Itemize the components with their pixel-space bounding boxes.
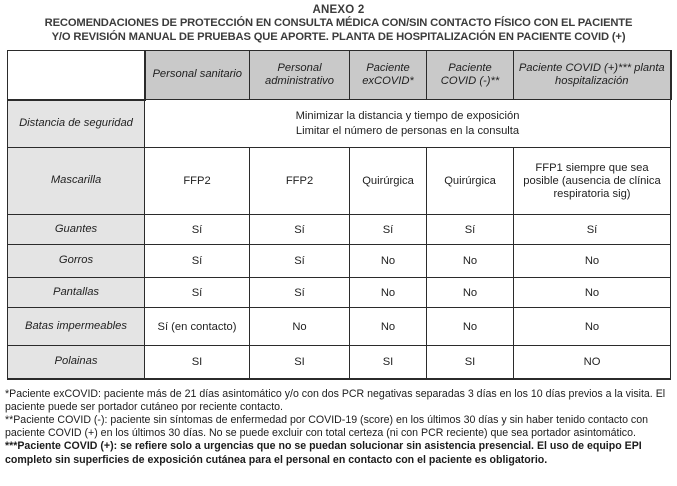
row-label-gorros: Gorros [8,245,145,278]
cell-gorros-personal-sanitario: Sí [145,245,250,278]
table-row-polainas [8,346,671,379]
cell-mascarilla-personal-administrativo: FFP2 [250,148,350,215]
cell-gorros-paciente-covid-negativo: No [427,245,514,278]
cell-mascarilla-paciente-covid-negativo: Quirúrgica [427,148,514,215]
cell-batas-paciente-excovid: No [350,308,427,346]
cell-batas-personal-administrativo: No [250,308,350,346]
row-label-batas-impermeables: Batas impermeables [8,308,145,346]
title-line-2: Y/O REVISIÓN MANUAL DE PRUEBAS QUE APORTE. PLANTA DE HOSPITALIZACIÓN EN PACIENTE COVID (+) [51,31,626,43]
distancia-merged-cell [145,100,671,148]
cell-batas-personal-sanitario: Sí (en contacto) [145,308,250,346]
column-header-personal-sanitario: Personal sanitario [145,51,250,100]
cell-batas-paciente-covid-negativo: No [427,308,514,346]
table-row-mascarilla [8,148,671,215]
table-row-guantes [8,215,671,245]
footnote-excovid: *Paciente exCOVID: paciente más de 21 días asintomático y/o con dos PCR negativas separadas 3 días en los 10 días previos a la visita. El paciente puede ser portador cutáneo por reciente contacto. [5,387,666,413]
cell-pantallas-paciente-covid-negativo: No [427,278,514,308]
column-header-personal-administrativo: Personal administrativo [250,51,350,100]
cell-mascarilla-personal-sanitario: FFP2 [145,148,250,215]
row-label-guantes: Guantes [8,215,145,245]
table-row-batas [8,308,671,346]
cell-polainas-paciente-covid-negativo: SI [427,346,514,379]
cell-guantes-paciente-covid-negativo: Sí [427,215,514,245]
cell-guantes-personal-administrativo: Sí [250,215,350,245]
cell-mascarilla-paciente-covid-positivo: FFP1 siempre que sea posible (ausencia de clínica respiratoria sig) [514,148,671,215]
cell-mascarilla-paciente-excovid: Quirúrgica [350,148,427,215]
annex-heading: ANEXO 2 [312,4,365,16]
cell-polainas-personal-administrativo: SI [250,346,350,379]
cell-polainas-personal-sanitario: SI [145,346,250,379]
row-label-polainas: Polainas [8,346,145,379]
cell-pantallas-personal-sanitario: Sí [145,278,250,308]
footnote-covid-negativo: **Paciente COVID (-): paciente sin síntomas de enfermedad por COVID-19 (score) en los últimos 30 días y sin haber tenido contacto con paciente COVID (+) en los últimos 30 días. No se puede excluir con total certeza (ni con PCR reciente) que sea portador asintomático. [5,413,649,440]
cell-guantes-personal-sanitario: Sí [145,215,250,245]
row-label-distancia-seguridad: Distancia de seguridad [8,100,145,148]
cell-pantallas-paciente-covid-positivo: No [514,278,671,308]
row-label-mascarilla: Mascarilla [8,148,145,215]
table-row-distancia [8,100,671,148]
cell-gorros-paciente-covid-positivo: No [514,245,671,278]
cell-pantallas-personal-administrativo: Sí [250,278,350,308]
title-line-1: RECOMENDACIONES DE PROTECCIÓN EN CONSULTA MÉDICA CON/SIN CONTACTO FÍSICO CON EL PACIENTE [44,17,633,29]
cell-pantallas-paciente-excovid: No [350,278,427,308]
cell-polainas-paciente-covid-positivo: NO [514,346,671,379]
footnotes-section [5,388,672,467]
cell-batas-paciente-covid-positivo: No [514,308,671,346]
table-header-row [8,51,671,100]
column-header-paciente-covid-positivo: Paciente COVID (+)*** planta hospitalización [514,51,671,100]
distancia-line-1: Minimizar la distancia y tiempo de exposición [295,109,520,122]
document-title [0,0,677,44]
column-header-paciente-excovid: Paciente exCOVID* [350,51,427,100]
table-row-gorros [8,245,671,278]
table-corner-cell [8,51,145,100]
distancia-line-2: Limitar el número de personas en la consulta [295,124,520,137]
cell-guantes-paciente-covid-positivo: Sí [514,215,671,245]
recommendations-table [7,50,672,380]
cell-polainas-paciente-excovid: SI [350,346,427,379]
cell-guantes-paciente-excovid: Sí [350,215,427,245]
column-header-paciente-covid-negativo: Paciente COVID (-)** [427,51,514,100]
row-label-pantallas: Pantallas [8,278,145,308]
cell-gorros-paciente-excovid: No [350,245,427,278]
cell-gorros-personal-administrativo: Sí [250,245,350,278]
table-row-pantallas [8,278,671,308]
footnote-covid-positivo: ***Paciente COVID (+): se refiere solo a urgencias que no se puedan solucionar sin asistencia presencial. El uso de equipo EPI completo sin superficies de exposición cutánea para el personal en contacto con el paciente es obligatorio. [5,440,642,466]
